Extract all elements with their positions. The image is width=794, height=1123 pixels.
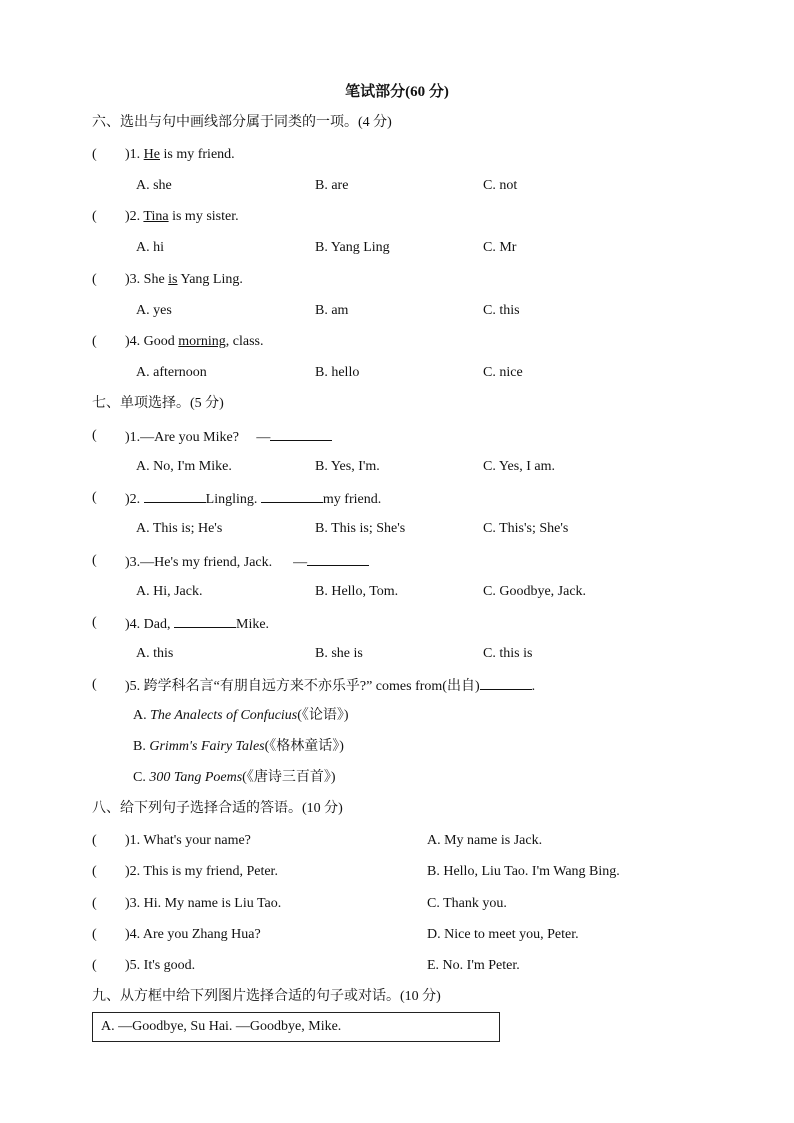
fill-blank[interactable] xyxy=(307,551,369,566)
answer-paren[interactable]: ( xyxy=(92,553,97,568)
box-text: A. —Goodbye, Su Hai. —Goodbye, Mike. xyxy=(101,1019,342,1034)
answer-paren[interactable]: ( xyxy=(92,864,97,879)
option-c: C. nice xyxy=(483,365,523,380)
answer-paren[interactable]: ( xyxy=(92,615,97,630)
option-a: A. yes xyxy=(136,303,172,318)
option-c: C. not xyxy=(483,178,518,193)
option-c: C. this is xyxy=(483,646,533,661)
option-c: C. This's; She's xyxy=(483,521,569,536)
option-c: C. this xyxy=(483,303,520,318)
answer-paren[interactable]: ( xyxy=(92,428,97,443)
option-a: A. The Analects of Confucius(《论语》) xyxy=(133,708,349,723)
question-8-5: )5. It's good. xyxy=(125,958,196,973)
fill-blank[interactable] xyxy=(144,488,206,503)
answer-paren[interactable]: ( xyxy=(92,677,97,692)
question-8-2: )2. This is my friend, Peter. xyxy=(125,864,278,879)
question-8-4: )4. Are you Zhang Hua? xyxy=(125,927,261,942)
answer-paren[interactable]: ( xyxy=(92,833,97,848)
option-b: B. hello xyxy=(315,365,360,380)
option-c: C. Yes, I am. xyxy=(483,459,555,474)
answer-paren[interactable]: ( xyxy=(92,147,97,162)
question-7-1: )1.—Are you Mike? — xyxy=(125,426,332,446)
option-b: B. Grimm's Fairy Tales(《格林童话》) xyxy=(133,739,344,754)
section-6-heading: 六、选出与句中画线部分属于同类的一项。(4 分) xyxy=(92,115,392,130)
option-a: A. this xyxy=(136,646,174,661)
option-a: A. she xyxy=(136,178,172,193)
response-d: D. Nice to meet you, Peter. xyxy=(427,927,579,942)
fill-blank[interactable] xyxy=(174,613,236,628)
option-c: C. Goodbye, Jack. xyxy=(483,584,587,599)
option-a: A. No, I'm Mike. xyxy=(136,459,232,474)
response-a: A. My name is Jack. xyxy=(427,833,543,848)
question-8-3: )3. Hi. My name is Liu Tao. xyxy=(125,896,282,911)
question-6-3: )3. She is Yang Ling. xyxy=(125,272,243,287)
question-6-2: )2. Tina is my sister. xyxy=(125,209,239,224)
answer-paren[interactable]: ( xyxy=(92,896,97,911)
answer-paren[interactable]: ( xyxy=(92,927,97,942)
option-b: B. Yang Ling xyxy=(315,240,390,255)
section-8-heading: 八、给下列句子选择合适的答语。(10 分) xyxy=(92,801,343,816)
option-a: A. afternoon xyxy=(136,365,207,380)
option-b: B. are xyxy=(315,178,349,193)
section-7-heading: 七、单项选择。(5 分) xyxy=(92,396,224,411)
question-7-3: )3.—He's my friend, Jack. — xyxy=(125,551,369,571)
response-b: B. Hello, Liu Tao. I'm Wang Bing. xyxy=(427,864,620,879)
question-7-2: )2. Lingling. my friend. xyxy=(125,488,381,508)
response-e: E. No. I'm Peter. xyxy=(427,958,520,973)
answer-option-box xyxy=(92,1012,500,1042)
option-b: B. Hello, Tom. xyxy=(315,584,399,599)
answer-paren[interactable]: ( xyxy=(92,334,97,349)
option-a: A. hi xyxy=(136,240,164,255)
question-7-4: )4. Dad, Mike. xyxy=(125,613,269,633)
question-6-4: )4. Good morning, class. xyxy=(125,334,264,349)
answer-paren[interactable]: ( xyxy=(92,490,97,505)
fill-blank[interactable] xyxy=(480,675,532,690)
response-c: C. Thank you. xyxy=(427,896,507,911)
fill-blank[interactable] xyxy=(261,488,323,503)
option-a: A. This is; He's xyxy=(136,521,223,536)
page-title: 笔试部分(60 分) xyxy=(345,84,449,100)
section-9-heading: 九、从方框中给下列图片选择合适的句子或对话。(10 分) xyxy=(92,989,441,1004)
answer-paren[interactable]: ( xyxy=(92,209,97,224)
option-b: B. she is xyxy=(315,646,363,661)
question-7-5: )5. 跨学科名言“有朋自远方来不亦乐乎?” comes from(出自) . xyxy=(125,675,535,695)
option-c: C. Mr xyxy=(483,240,517,255)
option-c: C. 300 Tang Poems(《唐诗三百首》) xyxy=(133,770,336,785)
option-a: A. Hi, Jack. xyxy=(136,584,203,599)
option-b: B. Yes, I'm. xyxy=(315,459,380,474)
answer-paren[interactable]: ( xyxy=(92,958,97,973)
option-b: B. This is; She's xyxy=(315,521,406,536)
fill-blank[interactable] xyxy=(270,426,332,441)
question-8-1: )1. What's your name? xyxy=(125,833,251,848)
answer-paren[interactable]: ( xyxy=(92,272,97,287)
option-b: B. am xyxy=(315,303,349,318)
question-6-1: )1. He is my friend. xyxy=(125,147,235,162)
